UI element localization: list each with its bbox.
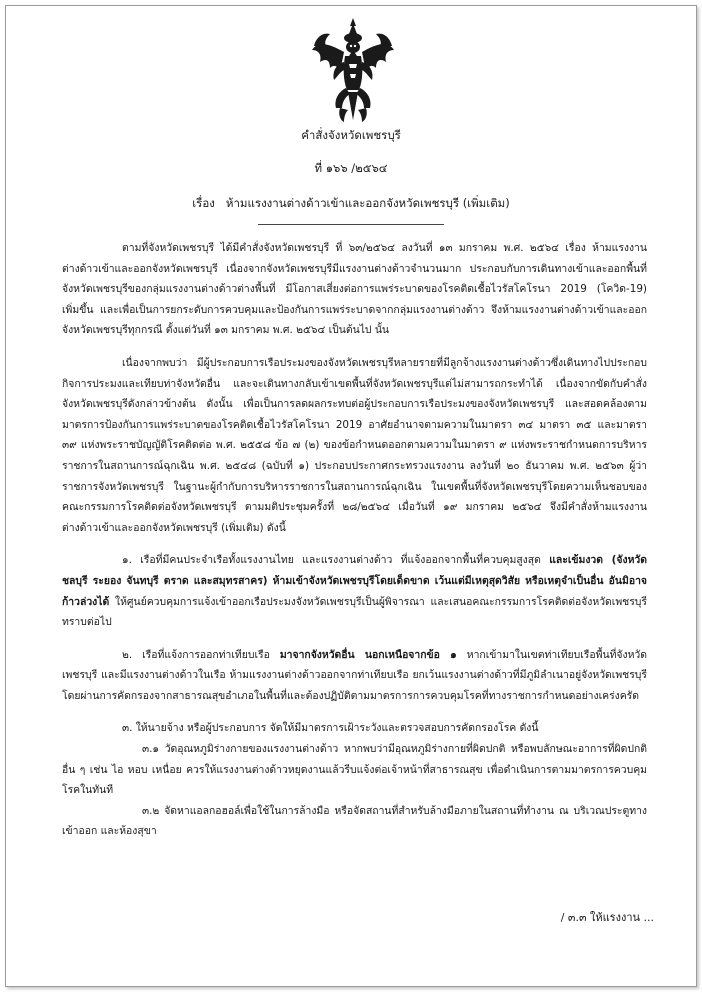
subject-label: เรื่อง <box>192 196 215 210</box>
item-1-bold: และเข้มงวด (จังหวัดชลบุรี ระยอง จันทบุรี ตราด และสมุทรสาคร) ห้ามเข้าจังหวัดเพชรบุรีโดยเด็ดขาด เว้นแต่มีเหตุสุดวิสัย หรือเหตุจำเป็นอื่น อันมิอาจก้าวล่วงได้ <box>62 554 648 608</box>
paragraph-1: ตามที่จังหวัดเพชรบุรี ได้มีคำสั่งจังหวัดเพชรบุรี ที่ ๖๓/๒๕๖๔ ลงวันที่ ๑๓ มกราคม พ.ศ. ๒๕๖๔ เรื่อง ห้ามแรงงานต่างด้าวเข้าและออกจังหวัดเพชรบุรี เนื่องจากจังหวัดเพชรบุรีมีแรงงานต่างด้าวจำนวนมาก ประกอบกับการเดินทางเข้าและออกพื้นที่จังหวัดเพชรบุรีของกลุ่มแรงงานต่างด้าวต่างพื้นที่ มีโอกาสเสี่ยงต่อการแพร่ระบาดของโรคติดเชื้อไวรัสโคโรนา 2019 (โควิด-19) เพิ่มขึ้น และเพื่อเป็นการยกระดับการควบคุมและป้องกันการแพร่ระบาดจากกลุ่มแรงงานต่างด้าว จึงห้ามแรงงานต่างด้าวเข้าและออกจังหวัดเพชรบุรีทุกกรณี ตั้งแต่วันที่ ๑๓ มกราคม พ.ศ. ๒๕๖๔ เป็นต้นไป นั้น <box>62 242 647 337</box>
item-2-rest: หากเข้ามาในเขตท่าเทียบเรือพื้นที่จังหวัดเพชรบุรี และมีแรงงานต่างด้าวในเรือ ห้ามแรงงานต่างด้าวออกจากท่าเทียบเรือ ยกเว้นแรงงานต่างด้าวที่มีภูมิลำเนาอยู่จังหวัดเพชรบุรี โดยผ่านการคัดกรองจากสาธารณสุขอำเภอในพื้นที่และต้องปฏิบัติตามมาตรการการควบคุมโรคที่ทางราชการกำหนดอย่างเคร่งครัด <box>62 648 648 702</box>
item-2-prefix: ๒. เรือที่แจ้งการออกท่าเทียบเรือ <box>122 648 270 661</box>
order-number: ที่ ๑๖๖ /๒๕๖๔ <box>314 161 388 175</box>
item-2 <box>62 645 647 707</box>
item-3: ๓. ให้นายจ้าง หรือผู้ประกอบการ จัดให้มีมาตรการเฝ้าระวังและตรวจสอบการคัดกรองโรค ดังนี้ <box>122 722 539 735</box>
item-1-prefix: ๑. เรือที่มีคนประจำเรือทั้งแรงงานไทย และแรงงานต่างด้าว ที่แจ้งออกจากพื้นที่ควบคุมสูงสุด <box>122 554 541 567</box>
item-3-1: ๓.๑ วัดอุณหภูมิร่างกายของแรงงานต่างด้าว หากพบว่ามีอุณหภูมิร่างกายที่ผิดปกติ หรือพบลักษณะอาการที่ผิดปกติอื่น ๆ เช่น ไอ หอบ เหนื่อย ควรให้แรงงานต่างด้าวหยุดงานแล้วรีบแจ้งต่อเจ้าหน้าที่สาธารณสุข เพื่อดำเนินการตามมาตรการควบคุมโรคในทันที <box>62 743 647 797</box>
subject-line <box>0 195 702 213</box>
subject-text: ห้ามแรงงานต่างด้าวเข้าและออกจังหวัดเพชรบุรี (เพิ่มเติม) <box>225 196 510 210</box>
item-3-2: ๓.๒ จัดหาแอลกอฮอล์เพื่อใช้ในการล้างมือ หรือจัดสถานที่สำหรับล้างมือภายในสถานที่ทำงาน ณ บริเวณประตูทางเข้าออก และห้องสุขา <box>62 804 647 838</box>
paragraph-2: เนื่องจากพบว่า มีผู้ประกอบการเรือประมงของจังหวัดเพชรบุรีหลายรายที่มีลูกจ้างแรงงานต่างด้าวซึ่งเดินทางไปประกอบกิจการประมงและเทียบท่าจังหวัดอื่น และจะเดินทางกลับเข้าเขตพื้นที่จังหวัดเพชรบุรีแต่ไม่สามารถกระทำได้ เนื่องจากขัดกับคำสั่งจังหวัดเพชรบุรีดังกล่าวข้างต้น ดังนั้น เพื่อเป็นการลดผลกระทบต่อผู้ประกอบการเรือประมงของจังหวัดเพชรบุรี และสอดคล้องตามมาตรการป้องกันการแพร่ระบาดของโรคติดเชื้อไวรัสโคโรนา 2019 อาศัยอำนาจตามความในมาตรา ๓๔ มาตรา ๓๕ และมาตรา ๓๙ แห่งพระราชบัญญัติโรคติดต่อ พ.ศ. ๒๕๕๘ ข้อ ๗ (๒) ของข้อกำหนดออกตามความในมาตรา ๙ แห่งพระราชกำหนดการบริหารราชการในสถานการณ์ฉุกเฉิน พ.ศ. ๒๕๔๘ (ฉบับที่ ๑) ประกอบประกาศกระทรวงแรงงาน ลงวันที่ ๒๐ ธันวาคม พ.ศ. ๒๕๖๓ ผู้ว่าราชการจังหวัดเพชรบุรี ในฐานะผู้กำกับการบริหารราชการในสถานการณ์ฉุกเฉิน ในเขตพื้นที่จังหวัดเพชรบุรีโดยความเห็นชอบของคณะกรรมการโรคติดต่อจังหวัดเพชรบุรี ตามมติประชุมครั้งที่ ๒๘/๒๕๖๔ เมื่อวันที่ ๑๙ มกราคม ๒๕๖๔ จึงมีคำสั่งห้ามแรงงานต่างด้าวเข้าและออกจังหวัดเพชรบุรี (เพิ่มเติม) ดังนี้ <box>62 356 647 534</box>
item-2-bold: มาจากจังหวัดอื่น นอกเหนือจากข้อ ๑ <box>279 648 457 661</box>
item-1 <box>62 550 647 632</box>
order-title: คำสั่งจังหวัดเพชรบุรี <box>301 128 401 142</box>
item-1-rest: ให้ศูนย์ควบคุมการแจ้งเข้าออกเรือประมงจังหวัดเพชรบุรีเป็นผู้พิจารณา และเสนอคณะกรรมการโรคติดต่อจังหวัดเพชรบุรีทราบต่อไป <box>62 595 647 629</box>
garuda-emblem-icon <box>310 16 396 124</box>
subject-underline <box>258 224 444 225</box>
page-continuation: / ๓.๓ ให้แรงงาน ... <box>560 911 654 924</box>
document-body <box>62 238 647 842</box>
